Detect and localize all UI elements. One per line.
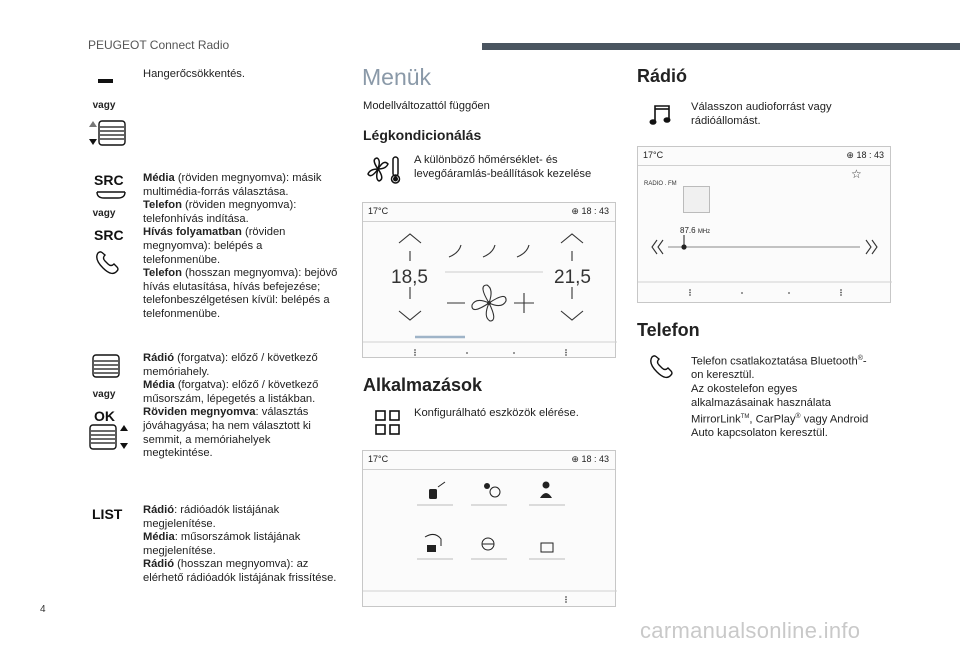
volume-down-text: Hangerőcsökkentés. xyxy=(143,68,245,80)
screen-temperature: 17°C xyxy=(643,150,664,160)
list-description: Rádió: rádióadók listájának megjelenítése. Média: műsorszámok listájának megjelenítése. Rádió (hosszan megnyomva): az elérhető rádióadók listájának frissítése. xyxy=(143,504,337,584)
right-temperature: 21,5 xyxy=(554,267,591,288)
phone-icon xyxy=(95,251,121,277)
menu-subtitle: Modellváltozattól függően xyxy=(363,100,490,112)
phone-icon xyxy=(649,355,675,381)
vagy-label: vagy xyxy=(92,100,116,111)
apps-description: Konfigurálható eszközök elérése. xyxy=(414,407,579,419)
music-note-icon xyxy=(648,103,672,127)
screen-temperature: 17°C xyxy=(368,454,389,464)
climate-icon xyxy=(366,155,402,185)
radio-heading: Rádió xyxy=(637,66,688,86)
page-number: 4 xyxy=(40,604,46,615)
vagy-label: vagy xyxy=(92,208,116,219)
frequency-value: 87.6 MHz xyxy=(680,226,711,235)
watermark: carmanualsonline.info xyxy=(640,618,861,643)
src-label: SRC xyxy=(94,227,124,243)
apps-screen xyxy=(362,450,616,607)
screen-temperature: 17°C xyxy=(368,206,389,216)
menu-title: Menük xyxy=(362,64,432,90)
tuner-graphic xyxy=(638,167,892,304)
apps-tiles-graphic xyxy=(363,471,617,608)
ok-description: Rádió (forgatva): előző / következő memóriahely. Média (forgatva): előző / következő műsorszám, lépegetés a listákban. Röviden megnyomva: választás jóváhagyása; ha nem választott ki semmit, a memóriahelyek megtekintése. xyxy=(143,352,319,460)
src-button-icon xyxy=(94,190,128,200)
src-description: Média (röviden megnyomva): másik multimédia-forrás választása. Telefon (röviden megnyomva): telefonhívás indítása. Hívás folyamatban (röviden megnyomva): belépés a telefonmenübe. Telefon (hosszan megnyomva): bejövő hívás elutasítása, hívás befejezése; telefonbeszélgetésen kívül: belépés a telefonmenübe. xyxy=(143,172,338,320)
list-label: LIST xyxy=(92,506,123,522)
header-title: PEUGEOT Connect Radio xyxy=(88,38,230,52)
thumbwheel-icon xyxy=(89,352,123,380)
climate-description: A különböző hőmérséklet- és levegőáramlás-beállítások kezelése xyxy=(414,154,592,180)
src-label: SRC xyxy=(94,172,124,188)
vagy-label: vagy xyxy=(92,389,116,400)
ok-label: OK xyxy=(94,408,115,424)
radio-band-label: RADIO . FM xyxy=(644,181,677,187)
radio-screen xyxy=(637,146,891,303)
thumbwheel-arrows-icon xyxy=(87,422,133,452)
climate-screen xyxy=(362,202,616,358)
minus-icon xyxy=(98,79,113,83)
left-temperature: 18,5 xyxy=(391,267,428,288)
apps-heading: Alkalmazások xyxy=(363,375,483,395)
screen-time: ⊕ 18 : 43 xyxy=(571,454,609,464)
screen-time: ⊕ 18 : 43 xyxy=(846,150,884,160)
radio-description: Válasszon audioforrást vagy rádióállomást. xyxy=(691,101,832,127)
thumbwheel-icon xyxy=(85,118,131,148)
favorite-star-icon[interactable]: ☆ xyxy=(851,167,862,181)
screen-time: ⊕ 18 : 43 xyxy=(571,206,609,216)
climate-controls-graphic xyxy=(363,223,617,359)
phone-heading: Telefon xyxy=(637,320,700,340)
climate-heading: Légkondicionálás xyxy=(363,127,482,143)
header-bar xyxy=(482,43,960,50)
apps-grid-icon xyxy=(374,409,402,437)
phone-description: Telefon csatlakoztatása Bluetooth®-on keresztül. Az okostelefon egyes alkalmazásainak használata MirrorLink™, CarPlay® vagy Android Auto kapcsolaton keresztül. xyxy=(691,355,869,440)
